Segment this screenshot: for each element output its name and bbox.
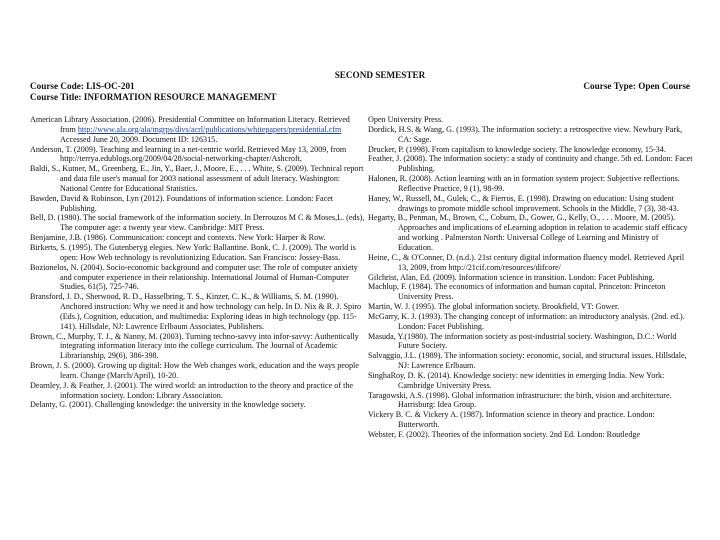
reference-text: Masuda, Y.(1980). The information society as post-industrial society. Washington, D.C.: World Future Society. xyxy=(368,331,677,351)
reference-text: Salvaggio, J.L. (1989). The information society: economic, social, and structural issues. Hillsdale, NJ: Lawrence Erlbaum. xyxy=(368,351,687,371)
reference-text: Feather, J. (2008). The information society: a study of continuity and change. 5th ed. London: Facet Publishing. xyxy=(368,154,693,174)
reference-link[interactable]: http://www.ala.org/ala/mgrps/divs/acrl/publications/whitepapers/presidential.cfm xyxy=(77,124,342,134)
reference-entry xyxy=(368,410,693,430)
reference-entry xyxy=(368,391,693,411)
course-code: Course Code: LIS-OC-201 xyxy=(30,81,135,91)
reference-text: Martin, W. J. (1995). The global information society. Brookfield, VT: Gower. xyxy=(368,302,620,312)
course-title: Course Title: INFORMATION RESOURCE MANAGEMENT xyxy=(30,92,277,102)
reference-text: SinghaRoy, D. K. (2014). Knowledge society: new identities in emerging India. New York: Cambridge University Press. xyxy=(368,370,665,390)
reference-entry xyxy=(30,213,365,233)
reference-text: Webster, F. (2002). Theories of the information society. 2nd Ed. London: Routledge xyxy=(368,430,641,439)
reference-text: Delanty, G. (2001). Challenging knowledge: the university in the knowledge society. xyxy=(30,400,306,410)
reference-entry xyxy=(368,174,693,194)
reference-entry xyxy=(30,263,365,293)
reference-text: Haney, W., Russell, M., Gulek, C., & Fierros, E. (1998). Drawing on education: Using student drawings to promote middle school improvement. Schools in the Middle, 7 (3), 38-43. xyxy=(368,193,679,213)
course-meta-row xyxy=(30,81,690,92)
reference-entry xyxy=(30,400,365,410)
reference-text: Drucker, P. (1998). From capitalism to knowledge society. The knowledge economy, 15-34. xyxy=(368,144,666,154)
reference-text: Benjamine, J.B. (1986). Communication: concept and contexts. New York: Harper & Row. xyxy=(30,233,326,243)
reference-entry xyxy=(368,125,693,145)
reference-entry xyxy=(368,371,693,391)
reference-entry xyxy=(30,233,365,243)
reference-entry xyxy=(368,145,693,155)
reference-entry xyxy=(368,351,693,371)
reference-entry xyxy=(368,273,693,283)
reference-text: Brown, J. S. (2000). Growing up digital: How the Web changes work, education and the ways people learn. Change (March/April), 10-20. xyxy=(30,361,359,380)
reference-text: Hegarty, B., Penman, M., Brown, C., Coburn, D., Gower, G., Kelly, O., . . . Moore, M. (2005). Approaches and implications of eLearning adoption in relation to academic staff efficacy and working . Palmerston North: Universal College of Learning and Ministry of Education. xyxy=(368,213,688,252)
reference-text: Dearnley, J. & Feather, J. (2001). The wired world: an introduction to the theory and practice of the information society. London: Library Association. xyxy=(30,380,353,400)
reference-text: Open University Press. xyxy=(368,115,444,124)
reference-text: Brown, C., Murphy, T. J., & Nanny, M. (2003). Turning techno-savvy into infor-savvy: Authentically integrating information literacy into the college curriculum. The Journal of Academic Librarianship, 29(6), 386-398. xyxy=(30,331,359,361)
reference-text: Bell, D. (1980). The social framework of the information society. In Derrouzos M C & Moses,L. (eds), The computer age: a twenty year view. Cambridge: MIT Press. xyxy=(30,213,365,233)
reference-entry xyxy=(30,145,365,165)
reference-text: American Library Association. (2006). Presidential Committee on Information Literacy. Retrieved from xyxy=(30,115,350,134)
reference-text: McGarry, K. J. (1993). The changing concept of information: an introductory analysis. (2nd. ed.). London: Facet Publishing. xyxy=(368,311,685,331)
reference-text: Machlup, F. (1984). The economics of information and human capital. Princeton: Princeton University Press. xyxy=(368,282,666,302)
reference-column-left xyxy=(30,115,365,440)
reference-text: Bozionelos, N. (2004). Socio-economic background and computer use: The role of computer anxiety and computer experience in their relationship. International Journal of Human-Computer Studies, 61(5), 725-746. xyxy=(30,262,358,292)
reference-entry xyxy=(30,361,365,381)
reference-text: Anderson, T. (2009). Teaching and learning in a net-centric world. Retrieved May 13, 2009, from http://terrya.edublogs.org/2009/04/28/social-networking-chapter/Ashcroft, xyxy=(30,144,347,164)
semester-heading: SECOND SEMESTER xyxy=(334,70,426,80)
reference-entry xyxy=(368,154,693,174)
reference-entry xyxy=(368,194,693,214)
reference-text-tail: Accessed June 20, 2009. Document ID: 126315. xyxy=(60,134,218,144)
reference-entry xyxy=(368,312,693,332)
reference-text: Bransford, J. D., Sherwood, R. D., Hasselbring, T. S., Kinzer, C. K., & Williams, S. M. (1990). Anchored instruction: Why we need it and how technology can help. In D. Nix & R. J. Spiro (Eds.), Cognition, education, and multimedia: Exploring ideas in high technology (pp. 115-141). Hillsdale, NJ: Lawrence Erlbaum Associates, Publishers. xyxy=(30,292,362,331)
course-type: Course Type: Open Course xyxy=(583,81,690,91)
reference-entry xyxy=(368,282,693,302)
reference-entry xyxy=(368,430,693,440)
reference-columns xyxy=(30,115,693,440)
reference-entry xyxy=(30,164,365,194)
reference-text: Halonen, R. (2008). Action learning with an in formation system project: Subjective reflections. Reflective Practice, 9 (1), 98-99. xyxy=(368,174,680,193)
reference-text: Taragowski, A.S. (1998). Global information infrastructure: the birth, vision and architecture. Harrisburg: Idea Group. xyxy=(368,390,672,410)
reference-text: Baldi, S., Kutner, M., Greenberg, E., Jin, Y., Baer, J., Moore, E., . . . White, S. (2009). Technical report and data file user's manual for 2003 national assessment of adult literacy. Washington: National Centre for Educational Statistics. xyxy=(30,164,364,193)
reference-entry xyxy=(30,243,365,263)
reference-entry xyxy=(368,115,693,125)
reference-text: Vickery B. C. & Vickery A. (1987). Information science in theory and practice. London: Butterworth. xyxy=(368,410,655,430)
reference-entry xyxy=(30,115,365,145)
reference-entry xyxy=(30,292,365,331)
reference-text: Gilchrist, Alan, Ed. (2009). Information science in transition. London: Facet Publishing. xyxy=(368,272,655,282)
reference-entry xyxy=(368,332,693,352)
reference-entry xyxy=(368,302,693,312)
reference-entry xyxy=(368,213,693,252)
reference-text: Bawden, David & Robinson, Lyn (2012). Foundations of information science. London: Facet Publishing. xyxy=(30,193,334,213)
reference-column-right xyxy=(368,115,693,440)
reference-entry xyxy=(30,332,365,362)
reference-text: Dordick, H.S. & Wang, G. (1993). The information society: a retrospective view. Newbury Park, CA: Sage. xyxy=(368,124,683,144)
reference-text: Heine, C., & O'Conner, D. (n.d.). 21st century digital information fluency model. Retrieved April 13, 2009, from http://21cif.com/resources/difcore/ xyxy=(368,252,685,272)
reference-entry xyxy=(30,381,365,401)
reference-text: Birkerts, S. (1995). The Gutenberyg elegies. New York: Ballantine. Bonk, C. J. (2009). The world is open: How Web technology is revolutionizing Education. San Francisco: Jossey-Bass. xyxy=(30,242,356,262)
reference-entry xyxy=(30,194,365,214)
reference-entry xyxy=(368,253,693,273)
